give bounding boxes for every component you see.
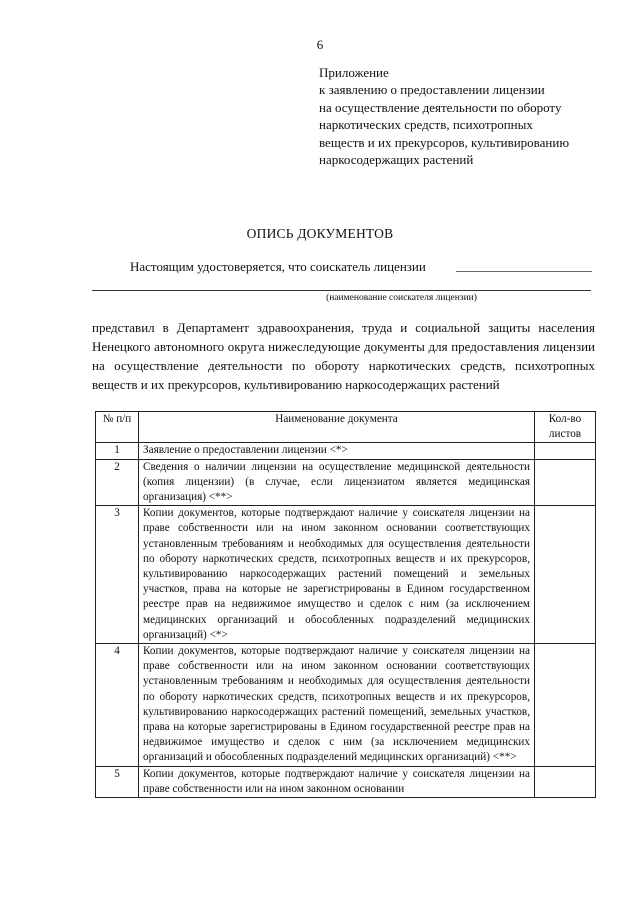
appendix-line: к заявлению о предоставлении лицензии: [319, 82, 545, 98]
row-document: Копии документов, которые подтверждают наличие у соискателя лицензии на праве собственности или на ином законном основании соответствующих установленным требованиям и необходимых для осуществления деятельности по обороту наркотических средств, психотропных веществ и их прекурсоров, культивированию наркосодержащих растений помещений, земельных участков, права на которые зарегистрированы в Едином государственной реестре прав на недвижимое имущество и сделок с ним (за исключением медицинских организаций и обособленных подразделений медицинских организаций) <**>: [139, 644, 535, 767]
header-sheet-count: Кол-во листов: [535, 412, 596, 443]
row-document: Копии документов, которые подтверждают наличие у соискателя лицензии на праве собственности или на ином законном основании: [139, 766, 535, 797]
appendix-line: на осуществление деятельности по обороту: [319, 99, 562, 115]
row-sheets: [535, 443, 596, 459]
appendix-line: наркосодержащих растений: [319, 152, 474, 168]
appendix-line: веществ и их прекурсоров, культивированию: [319, 134, 570, 150]
table-row: [96, 443, 596, 459]
appendix-line: Приложение: [319, 65, 389, 80]
applicant-name-blank: [456, 271, 592, 272]
row-document: Заявление о предоставлении лицензии <*>: [139, 443, 535, 459]
header-document-name: Наименование документа: [139, 412, 535, 443]
appendix-header: [319, 64, 569, 168]
row-number: 3: [96, 506, 139, 644]
row-sheets: [535, 459, 596, 506]
row-document: Сведения о наличии лицензии на осуществление медицинской деятельности (копия лицензии) (в случае, если лицензиатом является медицинская организация) <**>: [139, 459, 535, 506]
applicant-name-line: [92, 290, 591, 291]
table-row: [96, 644, 596, 767]
row-number: 5: [96, 766, 139, 797]
documents-table: [95, 411, 596, 798]
table-header-row: [96, 412, 596, 443]
row-number: 1: [96, 443, 139, 459]
document-title: ОПИСЬ ДОКУМЕНТОВ: [246, 226, 394, 241]
table-row: [96, 766, 596, 797]
row-sheets: [535, 644, 596, 767]
intro-paragraph: представил в Департамент здравоохранения, труда и социальной защиты населения Ненецкого автономного округа нижеследующие документы для предоставления лицензии на осуществление деятельности по обороту наркотических средств, психотропных веществ и их прекурсоров, культивированию наркосодержащих растений: [92, 320, 595, 392]
row-sheets: [535, 766, 596, 797]
row-number: 4: [96, 644, 139, 767]
name-caption: (наименование соискателя лицензии): [326, 293, 477, 303]
table-row: [96, 459, 596, 506]
row-document: Копии документов, которые подтверждают наличие у соискателя лицензии на праве собственности или на ином законном основании соответствующих установленным требованиям и необходимых для осуществления деятельности по обороту наркотических средств, психотропных веществ и их прекурсоров, культивированию наркосодержащих растений помещений и земельных участков, права на которые не зарегистрированы в Едином государственном реестре прав на недвижимое имущество и сделок с ним (за исключением медицинских организаций и обособленных подразделений медицинских организаций) <*>: [139, 506, 535, 644]
table-row: [96, 506, 596, 644]
page-number: 6: [316, 37, 324, 52]
certify-text: Настоящим удостоверяется, что соискатель лицензии: [130, 259, 426, 274]
appendix-line: наркотических средств, психотропных: [319, 117, 533, 133]
header-number: № п/п: [96, 412, 139, 443]
row-sheets: [535, 506, 596, 644]
row-number: 2: [96, 459, 139, 506]
